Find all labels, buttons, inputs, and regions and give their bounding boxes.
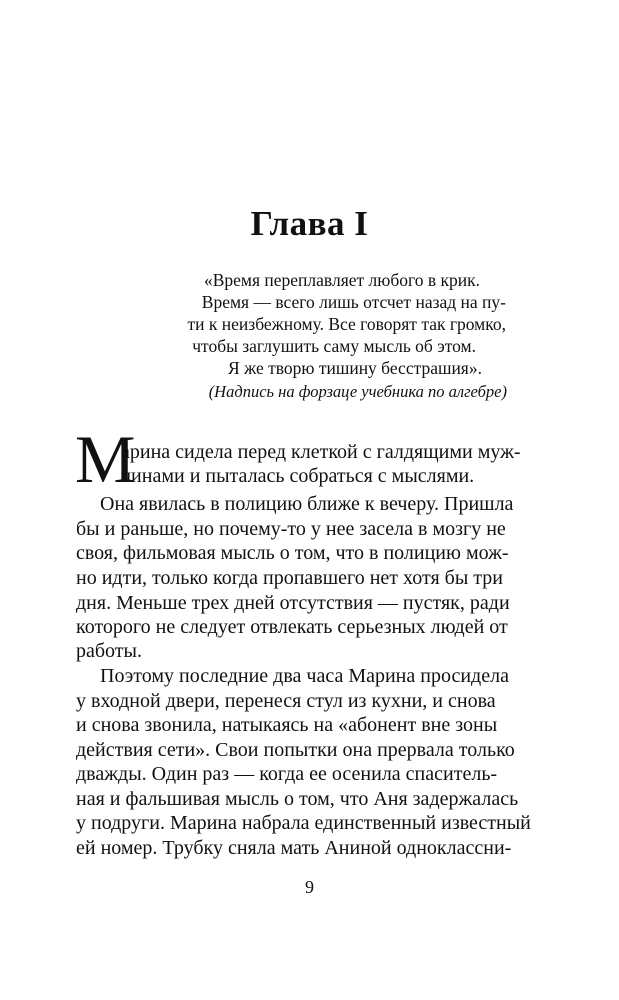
text-line: которого не следует отвлекать серьезных людей от <box>76 616 508 638</box>
epigraph-line: Время — всего лишь отсчет назад на пу- <box>201 292 506 312</box>
text-line: у входной двери, перенеся стул из кухни, и снова <box>76 690 496 712</box>
text-line: Она явилась в полицию ближе к вечеру. Пришла <box>100 493 514 515</box>
text-line: своя, фильмовая мысль о том, что в полицию мож- <box>76 542 509 564</box>
text-line: у подруги. Марина набрала единственный известный <box>76 812 531 834</box>
epigraph-line: чтобы заглушить саму мысль об этом. <box>192 336 476 356</box>
text-line: дня. Меньше трех дней отсутствия — пустяк, ради <box>76 592 510 614</box>
text-line: действия сети». Свои попытки она прервала только <box>76 739 515 761</box>
text-line: работы. <box>76 640 142 662</box>
chapter-title: Глава I <box>250 204 369 243</box>
text-line: Поэтому последние два часа Марина просидела <box>100 665 509 687</box>
page-number: 9 <box>305 877 314 897</box>
text-line: ей номер. Трубку сняла мать Аниной одноклассни- <box>76 837 512 859</box>
text-line: чинами и пыталась собраться с мыслями. <box>121 465 475 487</box>
epigraph-attribution: (Надпись на форзаце учебника по алгебре) <box>208 382 507 401</box>
drop-cap: М <box>75 421 136 497</box>
epigraph-line: «Время переплавляет любого в крик. <box>203 270 480 290</box>
text-line: ная и фальшивая мысль о том, что Аня задержалась <box>76 788 519 810</box>
text-line: но идти, только когда пропавшего нет хотя бы три <box>76 567 503 589</box>
epigraph-line: Я же творю тишину бесстрашия». <box>228 358 482 378</box>
text-line: бы и раньше, но почему-то у нее засела в мозгу не <box>76 518 506 540</box>
text-line: дважды. Один раз — когда ее осенила спаситель- <box>76 763 498 785</box>
epigraph-line: ти к неизбежному. Все говорят так громко, <box>187 314 506 334</box>
text-line: и снова звонила, натыкаясь на «абонент вне зоны <box>76 714 498 736</box>
text-line: арина сидела перед клеткой с галдящими муж- <box>121 441 521 463</box>
